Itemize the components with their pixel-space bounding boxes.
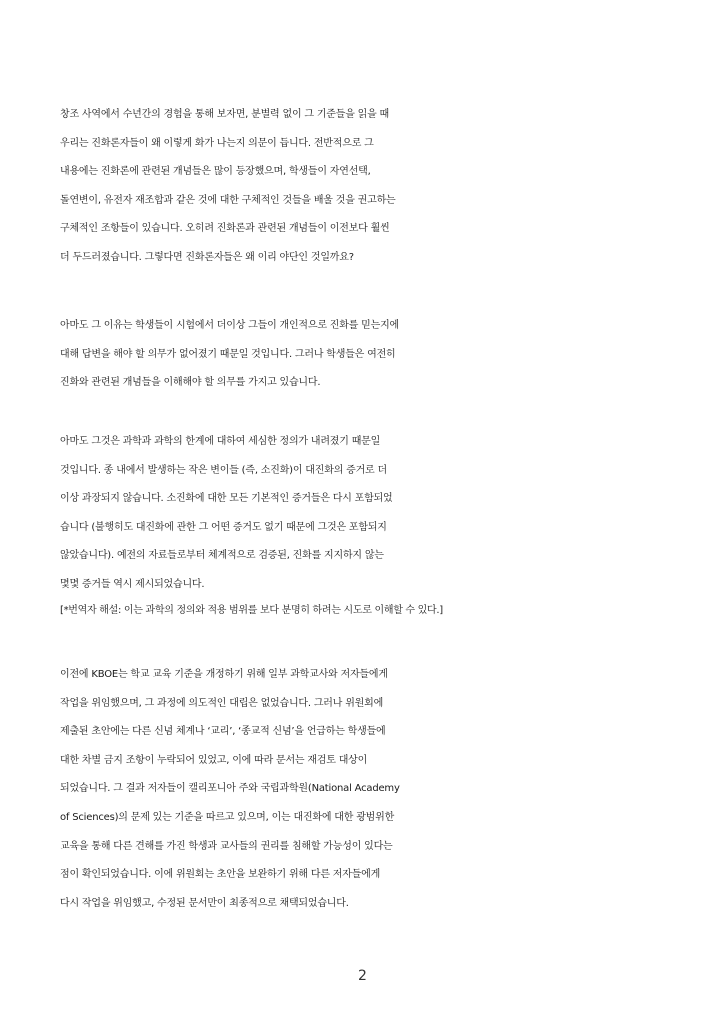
- text-line: of Sciences)의 문제 있는 기준을 따르고 있으며, 이는 대진화에 대한 광범위한: [60, 811, 395, 823]
- paragraph-4: [60, 661, 680, 918]
- text-line: 것입니다. 종 내에서 발생하는 작은 변이들 (즉, 소진화)이 대진화의 증거로 더: [60, 464, 387, 476]
- text-line: 몇몇 증거들 역시 제시되었습니다.: [60, 578, 205, 590]
- translator-note: [60, 600, 680, 622]
- text-line: 않았습니다). 예전의 자료들로부터 체계적으로 검증된, 진화를 지지하지 않는: [60, 550, 384, 562]
- page-number: 2: [358, 968, 367, 984]
- text-line: 우리는 진화론자들이 왜 이렇게 화가 나는지 의문이 듭니다. 전반적으로 그: [60, 137, 374, 149]
- text-line: 작업을 위임했으며, 그 과정에 의도적인 대립은 없었습니다. 그러나 위원회에: [60, 697, 384, 709]
- text-line: 습니다 (불행히도 대진화에 관한 그 어떤 증거도 없기 때문에 그것은 포함되지: [60, 521, 387, 533]
- translator-note-text: [*번역자 해설: 이는 과학의 정의와 적용 범위를 보다 분명히 하려는 시도로 이해할 수 있다.]: [60, 605, 443, 616]
- text-line: 내용에는 진화론에 관련된 개념들은 많이 등장했으며, 학생들이 자연선택,: [60, 166, 371, 178]
- text-line: 대한 차별 금지 조항이 누락되어 있었고, 이에 따라 문서는 재검토 대상이: [60, 754, 368, 766]
- text-line: 진화와 관련된 개념들을 이해해야 할 의무를 가지고 있습니다.: [60, 377, 321, 389]
- paragraph-2: [60, 312, 680, 398]
- text-line: 되었습니다. 그 결과 저자들이 캘리포니아 주와 국립과학원(National Academy: [60, 783, 400, 795]
- text-line: 아마도 그 이유는 학생들이 시험에서 더이상 그들이 개인적으로 진화를 믿는지에: [60, 320, 399, 331]
- paragraph-1: [60, 101, 680, 273]
- text-line: 이상 과장되지 않습니다. 소진화에 대한 모든 기본적인 증거들은 다시 포함되었: [60, 493, 393, 505]
- text-line: 아마도 그것은 과학과 과학의 한계에 대하여 세심한 정의가 내려졌기 때문일: [60, 436, 381, 447]
- paragraph-3: [60, 428, 680, 600]
- text-line: 다시 작업을 위임했고, 수정된 문서만이 최종적으로 채택되었습니다.: [60, 897, 349, 909]
- text-line: 교육을 통해 다른 견해를 가진 학생과 교사들의 권리를 침해할 가능성이 있다는: [60, 840, 393, 852]
- text-line: 점이 확인되었습니다. 이에 위원회는 초안을 보완하기 위해 다른 저자들에게: [60, 869, 381, 881]
- text-line: 돌연변이, 유전자 재조합과 같은 것에 대한 구체적인 것들을 배울 것을 권고하는: [60, 194, 396, 206]
- text-line: 이전에 KBOE는 학교 교육 기준을 개정하기 위해 일부 과학교사와 저자들에게: [60, 669, 388, 680]
- text-line: 대해 답변을 해야 할 의무가 없어졌기 때문일 것입니다. 그러나 학생들은 여전히: [60, 348, 396, 360]
- text-line: 구체적인 조항들이 있습니다. 오히려 진화론과 관련된 개념들이 이전보다 훨씬: [60, 223, 390, 235]
- text-line: 창조 사역에서 수년간의 경험을 통해 보자면, 분별력 없이 그 기준들을 읽을 때: [60, 109, 390, 120]
- text-line: 제출된 초안에는 다른 신념 체계나 ‘교리’, ‘종교적 신념’을 언급하는 학생들에: [60, 726, 386, 738]
- text-line: 더 두드러졌습니다. 그렇다면 진화론자들은 왜 이리 야단인 것일까요?: [60, 251, 354, 263]
